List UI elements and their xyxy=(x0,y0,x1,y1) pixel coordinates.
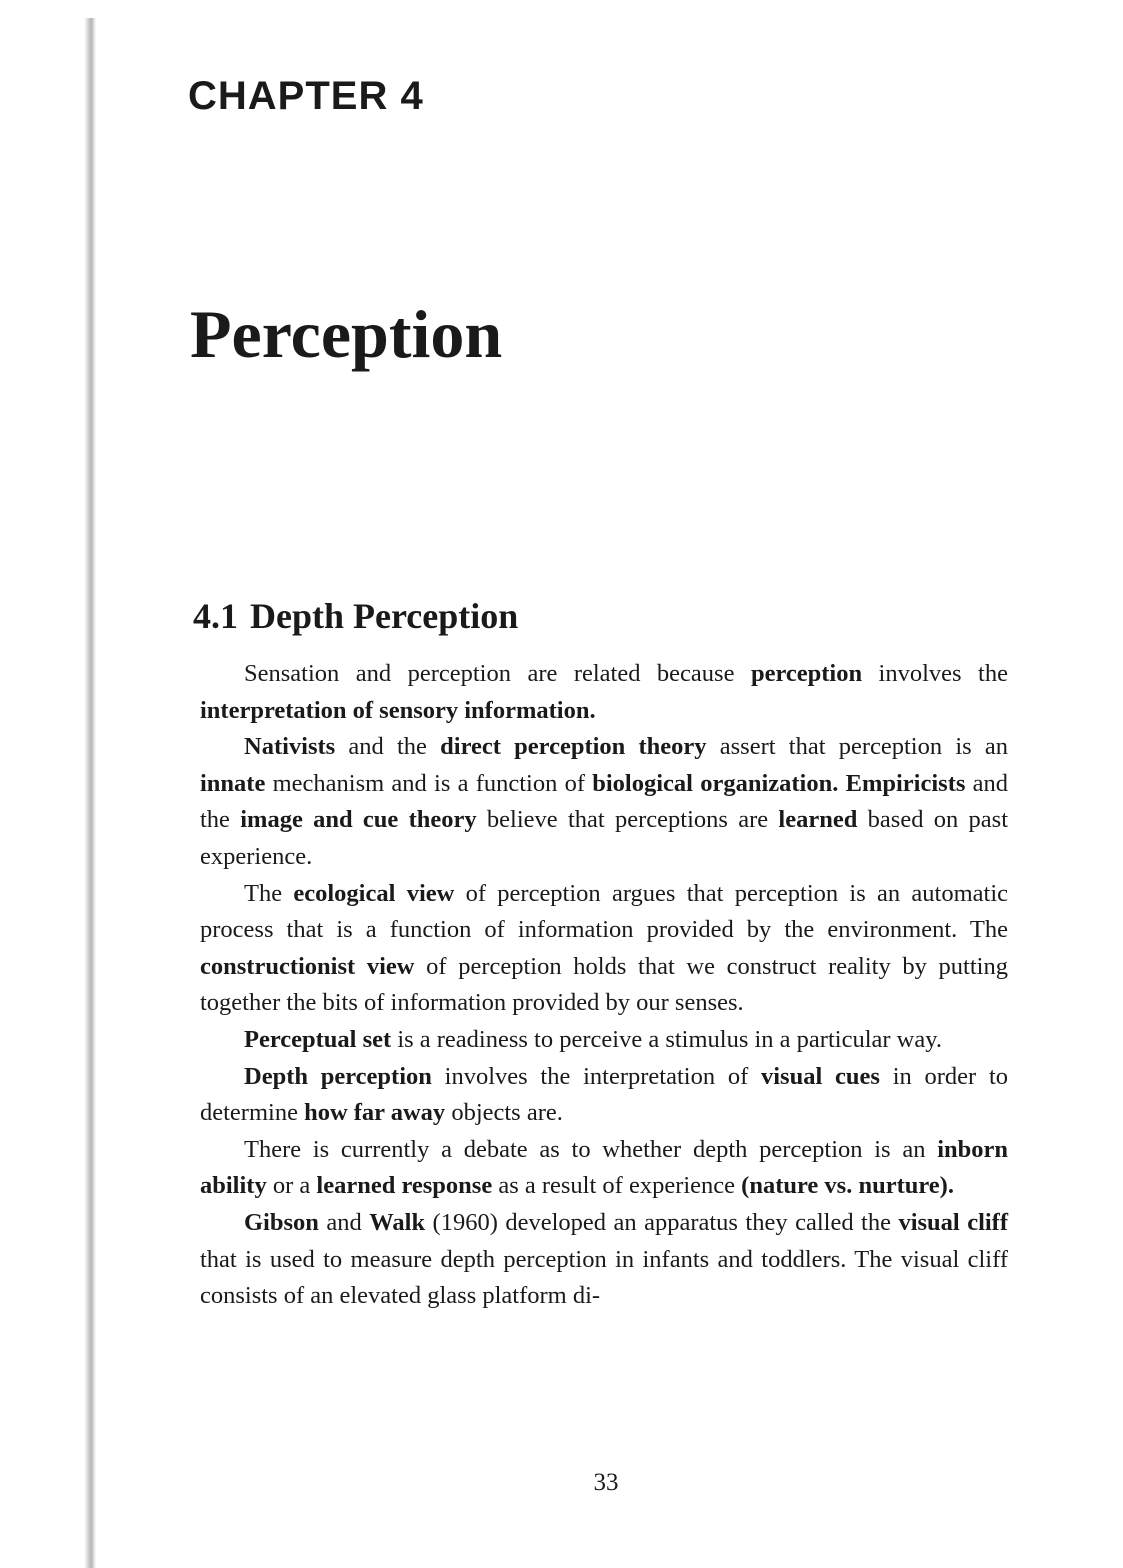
text-run: The xyxy=(244,879,294,907)
bold-term: Nativists xyxy=(244,733,336,761)
bold-term: innate xyxy=(200,769,266,797)
bold-term: Depth perception xyxy=(244,1062,432,1090)
bold-term: constructionist view xyxy=(200,952,415,980)
book-spine-shadow xyxy=(84,18,96,1568)
text-run: in order to determine xyxy=(200,1062,1009,1127)
section-heading xyxy=(193,598,518,634)
bold-term: (nature vs. nurture). xyxy=(741,1172,954,1200)
paragraph xyxy=(200,1205,1008,1315)
bold-term: learned xyxy=(778,806,858,834)
bold-term: inborn ability xyxy=(200,1135,1008,1200)
text-run: is a readiness to perceive a stimulus in a particular way. xyxy=(391,1025,943,1053)
page-number: 33 xyxy=(593,1469,619,1496)
bold-term: Walk xyxy=(369,1208,426,1236)
bold-term: Perceptual set xyxy=(244,1025,392,1053)
paragraph xyxy=(200,729,1008,875)
text-run: involves the xyxy=(862,660,1008,687)
text-run: and the xyxy=(335,733,441,761)
section-title: Depth Perception xyxy=(250,596,519,636)
text-run xyxy=(838,770,845,797)
paragraph xyxy=(200,1132,1008,1205)
paragraph xyxy=(200,1022,1008,1059)
text-run: or a xyxy=(266,1172,317,1200)
bold-term: how far away xyxy=(304,1099,446,1127)
text-run: mechanism and is a function of xyxy=(265,769,593,797)
text-run: involves the interpretation of xyxy=(431,1062,761,1090)
body-text xyxy=(200,656,1008,1315)
text-run: of perception argues that perception is an automatic process that is a function of information provided by the environment. The xyxy=(200,879,1009,944)
bold-term: visual cues xyxy=(761,1062,880,1090)
chapter-label: CHAPTER 4 xyxy=(188,74,424,118)
bold-term: Empiricists xyxy=(845,769,966,797)
bold-term: visual cliff xyxy=(898,1208,1009,1236)
bold-term: biological organization. xyxy=(592,769,839,797)
text-run: and xyxy=(318,1208,370,1236)
bold-term: learned response xyxy=(316,1172,493,1200)
bold-term: direct perception theory xyxy=(440,733,707,761)
text-run: and the xyxy=(200,769,1009,834)
text-run: (1960) developed an apparatus they called the xyxy=(425,1208,899,1236)
bold-term: Gibson xyxy=(244,1208,319,1236)
bold-term: ecological view xyxy=(293,879,455,907)
bold-term: image and cue theory xyxy=(240,806,477,834)
text-run: that is used to measure depth perception in infants and toddlers. The visual cliff consists of an elevated glass platform di- xyxy=(200,1245,1008,1310)
paragraph xyxy=(200,876,1008,1022)
text-run: of perception holds that we construct reality by putting together the bits of information provided by our senses. xyxy=(200,952,1008,1017)
bold-term: perception xyxy=(750,660,863,687)
paragraph xyxy=(200,1059,1008,1132)
text-run: as a result of experience xyxy=(492,1172,742,1200)
text-run: Sensation and perception are related because xyxy=(244,660,751,687)
chapter-title: Perception xyxy=(190,296,503,372)
text-run: believe that perceptions are xyxy=(476,806,779,834)
text-run: assert that perception is an xyxy=(706,733,1008,761)
text-run: based on past experience. xyxy=(200,806,1008,870)
section-number: 4.1 xyxy=(193,596,238,636)
text-run: There is currently a debate as to whether depth perception is an xyxy=(244,1135,938,1163)
paragraph xyxy=(200,656,1008,729)
text-run: objects are. xyxy=(445,1099,563,1127)
bold-term: interpretation of sensory information. xyxy=(200,696,596,724)
